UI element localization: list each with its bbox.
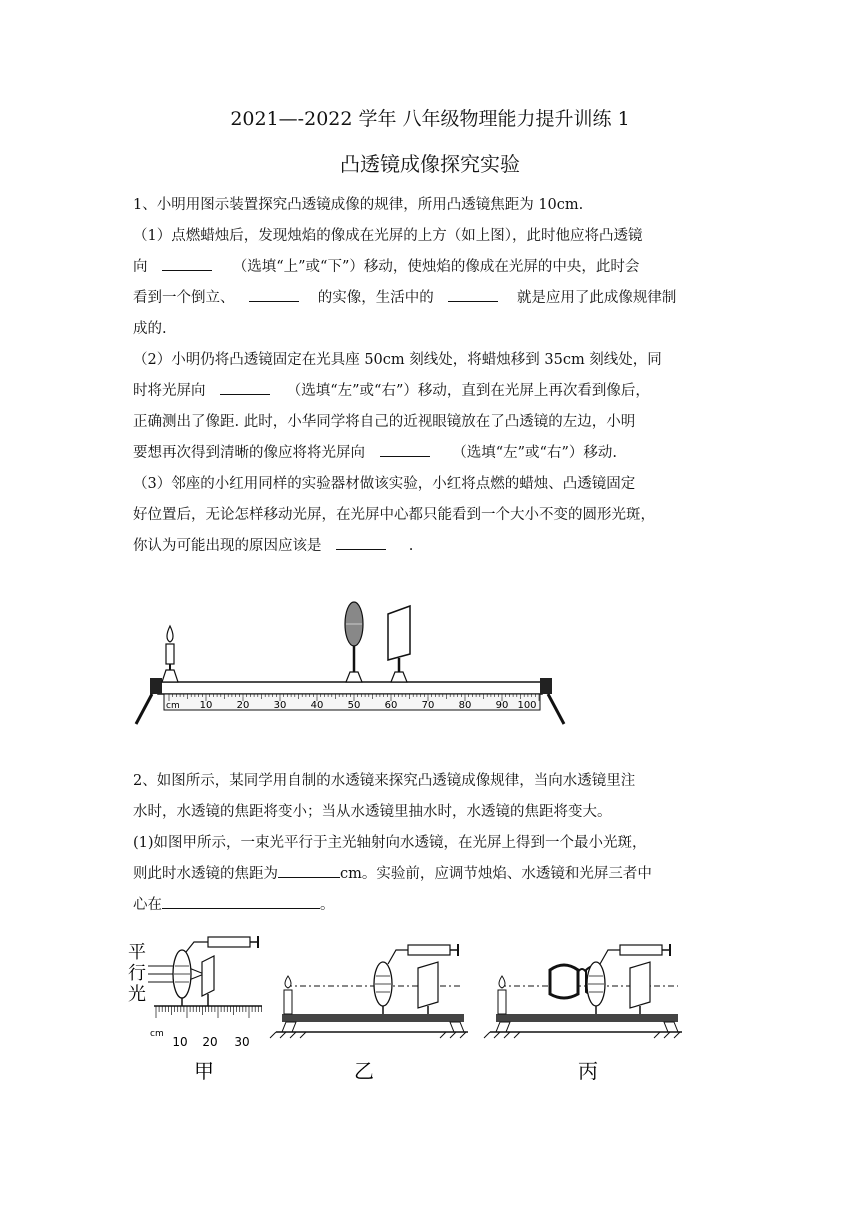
syringe-icon <box>620 944 670 956</box>
right-end-stop <box>540 678 552 694</box>
figure-label: 甲 <box>194 1059 214 1083</box>
candle-icon <box>162 626 178 682</box>
q2-line4-a: 则此时水透镜的焦距为 <box>133 866 278 882</box>
q2-line2: 水时，水透镜的焦距将变小；当从水透镜里抽水时，水透镜的焦距将变大。 <box>133 804 612 820</box>
q1-part2-line4-b: （选填“左”或“右”）移动. <box>452 445 617 461</box>
question-2 <box>133 766 733 921</box>
q2-line5-b: 。 <box>320 897 335 913</box>
q1-part1-line2 <box>133 252 733 283</box>
answer-blank[interactable] <box>380 440 430 457</box>
page-subtitle: 凸透镜成像探究实验 <box>340 152 520 176</box>
q1-part2-line2-a: 时将光屏向 <box>133 383 206 399</box>
q2-line5-a: 心在 <box>133 897 162 913</box>
ruler-tick-label: 80 <box>458 700 472 711</box>
syringe-tube <box>186 942 208 952</box>
screen-icon <box>630 962 650 1008</box>
candle-icon <box>498 976 506 1014</box>
q2-line4-b: cm。实验前，应调节烛焰、水透镜和光屏三者中 <box>340 866 652 882</box>
answer-blank[interactable] <box>162 254 212 271</box>
bench-top <box>496 1014 678 1022</box>
small-ruler-tick-label: 20 <box>202 1035 218 1049</box>
q1-part1-line3 <box>133 283 733 314</box>
q1-part3-line3 <box>133 531 733 562</box>
ruler-tick-label: 20 <box>236 700 250 711</box>
water-lens-figures <box>126 932 686 1088</box>
ruler-tick-label: 100 <box>517 700 537 711</box>
answer-blank[interactable] <box>448 285 498 302</box>
page-title: 2021—-2022 学年 八年级物理能力提升训练 1 <box>230 108 630 130</box>
right-leg <box>548 694 564 724</box>
q1-part3-line3-b: . <box>408 538 414 554</box>
q1-part3-line2: 好位置后，无论怎样移动光屏，在光屏中心都只能看到一个大小不变的圆形光斑， <box>133 507 655 523</box>
q1-part2-line4-a: 要想再次得到清晰的像应将将光屏向 <box>133 445 365 461</box>
parallel-light-char: 行 <box>128 963 146 984</box>
q2-line1: 2、如图所示，某同学用自制的水透镜来探究凸透镜成像规律，当向水透镜里注 <box>133 773 636 789</box>
screen-icon <box>202 956 214 996</box>
small-ruler-tick-label: 10 <box>172 1035 188 1049</box>
q2-line5 <box>133 890 733 921</box>
figure-yi <box>270 944 468 1083</box>
left-leg <box>136 694 152 724</box>
convex-lens-icon <box>345 602 363 682</box>
figure-label: 乙 <box>354 1059 374 1083</box>
left-end-stop <box>150 678 162 694</box>
figure-jia <box>128 936 262 1083</box>
q1-part2-line2-b: （选填“左”或“右”）移动，直到在光屏上再次看到像后， <box>286 383 650 399</box>
q1-part2-line2 <box>133 376 733 407</box>
ruler-tick-label: 10 <box>199 700 213 711</box>
screen-icon <box>418 962 438 1008</box>
light-screen-icon <box>388 606 410 682</box>
question-1 <box>133 190 733 562</box>
ruler-tick-label: 50 <box>347 700 361 711</box>
small-ruler-unit: cm <box>150 1029 164 1039</box>
q1-part1-line2-b: （选填“上”或“下”）移动，使烛焰的像成在光屏的中央，此时会 <box>232 259 640 275</box>
candle-icon <box>284 976 292 1014</box>
ruler-tick-label: 30 <box>273 700 287 711</box>
q1-part1-line4: 成的. <box>133 321 167 337</box>
ruler-unit-label: cm <box>166 701 180 711</box>
ruler-tick-label: 70 <box>421 700 435 711</box>
answer-blank[interactable] <box>162 892 320 909</box>
answer-blank[interactable] <box>249 285 299 302</box>
q1-part2-line3: 正确测出了像距. 此时，小华同学将自己的近视眼镜放在了凸透镜的左边，小明 <box>133 414 636 430</box>
q1-part1-line1: （1）点燃蜡烛后，发现烛焰的像成在光屏的上方（如上图），此时他应将凸透镜 <box>133 228 643 244</box>
q1-part1-line3-b: 的实像，生活中的 <box>317 290 434 306</box>
syringe-icon <box>208 936 258 948</box>
answer-blank[interactable] <box>220 378 270 395</box>
bench-rail <box>158 682 542 694</box>
q1-part2-line4 <box>133 438 733 469</box>
small-ruler-tick-label: 30 <box>234 1035 250 1049</box>
bench-top <box>282 1014 464 1022</box>
figure-label: 丙 <box>578 1059 598 1083</box>
syringe-icon <box>408 944 458 956</box>
q1-part1-line3-a: 看到一个倒立、 <box>133 290 235 306</box>
parallel-light-char: 光 <box>128 984 146 1005</box>
q2-line4 <box>133 859 733 890</box>
q1-part3-line1: （3）邻座的小红用同样的实验器材做该实验，小红将点燃的蜡烛、凸透镜固定 <box>133 476 636 492</box>
q1-part1-line3-c: 就是应用了此成像规律制 <box>516 290 677 306</box>
optical-bench-figure <box>128 598 580 726</box>
parallel-light-char: 平 <box>128 942 146 963</box>
ruler-tick-label: 90 <box>495 700 509 711</box>
figure-bing <box>484 944 682 1083</box>
q2-line3: (1)如图甲所示，一束光平行于主光轴射向水透镜，在光屏上得到一个最小光斑， <box>133 835 647 851</box>
q1-part2-line1: （2）小明仍将凸透镜固定在光具座 50cm 刻线处，将蜡烛移到 35cm 刻线处，同 <box>133 352 662 368</box>
q1-part3-line3-a: 你认为可能出现的原因应该是 <box>133 538 322 554</box>
q1-part1-line2-a: 向 <box>133 259 148 275</box>
answer-blank[interactable] <box>278 861 340 878</box>
ruler-tick-label: 40 <box>310 700 324 711</box>
answer-blank[interactable] <box>336 533 386 550</box>
ruler-tick-label: 60 <box>384 700 398 711</box>
q1-intro: 1、小明用图示装置探究凸透镜成像的规律，所用凸透镜焦距为 10cm. <box>133 197 584 213</box>
